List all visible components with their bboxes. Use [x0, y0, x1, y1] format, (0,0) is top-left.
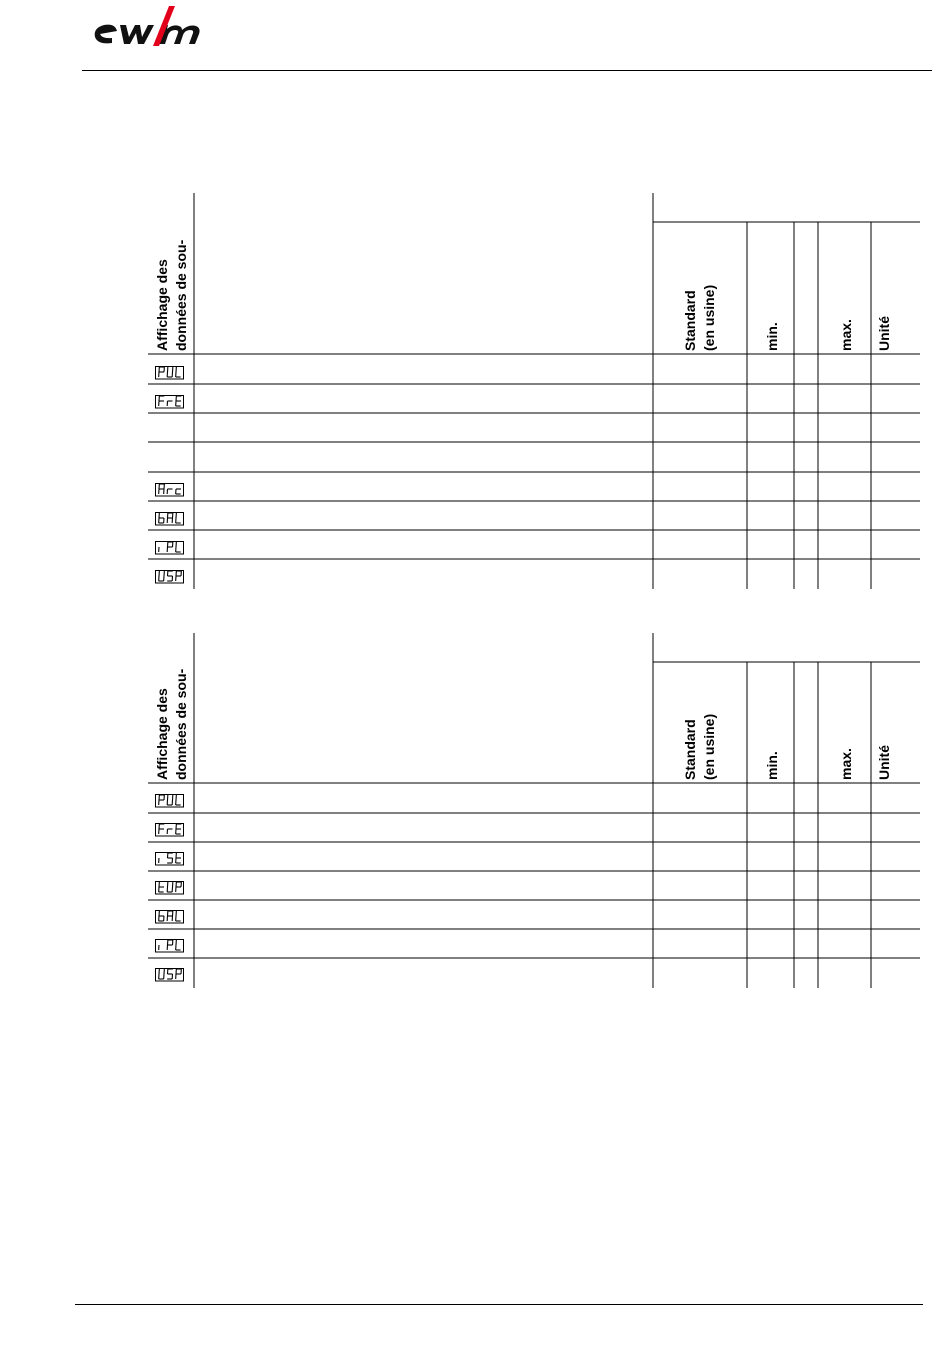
footer-rule — [75, 1304, 923, 1305]
header-standard-line1: Standard — [682, 719, 698, 780]
header-rule — [82, 70, 932, 71]
ewm-logo — [90, 4, 222, 56]
header-display-line1: Affichage des — [154, 688, 170, 780]
header-display-line2: données de sou- — [173, 239, 189, 351]
display-code-bal — [155, 910, 185, 924]
header-unit: Unité — [876, 745, 892, 780]
header-display-line2: données de sou- — [173, 668, 189, 780]
display-code-bal — [155, 512, 185, 526]
display-code-ipl — [155, 939, 185, 953]
parameter-table-2 — [148, 633, 920, 988]
display-code-arc — [155, 483, 185, 497]
header-unit: Unité — [876, 316, 892, 351]
display-code-ipl — [155, 541, 185, 555]
display-code-fre — [155, 395, 185, 409]
header-standard-line2: (en usine) — [701, 284, 717, 351]
header-min: min. — [764, 751, 780, 780]
header-display-line1: Affichage des — [154, 259, 170, 351]
header-max: max. — [838, 319, 854, 351]
display-code-fre — [155, 823, 185, 837]
table-2-grid — [148, 633, 920, 988]
parameter-table-1 — [148, 193, 920, 589]
display-code-tup — [155, 881, 185, 895]
display-code-usp — [155, 968, 185, 982]
display-code-pul — [155, 366, 185, 380]
header-min: min. — [764, 322, 780, 351]
header-max: max. — [838, 748, 854, 780]
header-standard-line2: (en usine) — [701, 713, 717, 780]
header-standard-line1: Standard — [682, 290, 698, 351]
display-code-pul — [155, 794, 185, 808]
display-code-usp — [155, 570, 185, 584]
table-1-grid — [148, 193, 920, 589]
display-code-ist — [155, 852, 185, 866]
